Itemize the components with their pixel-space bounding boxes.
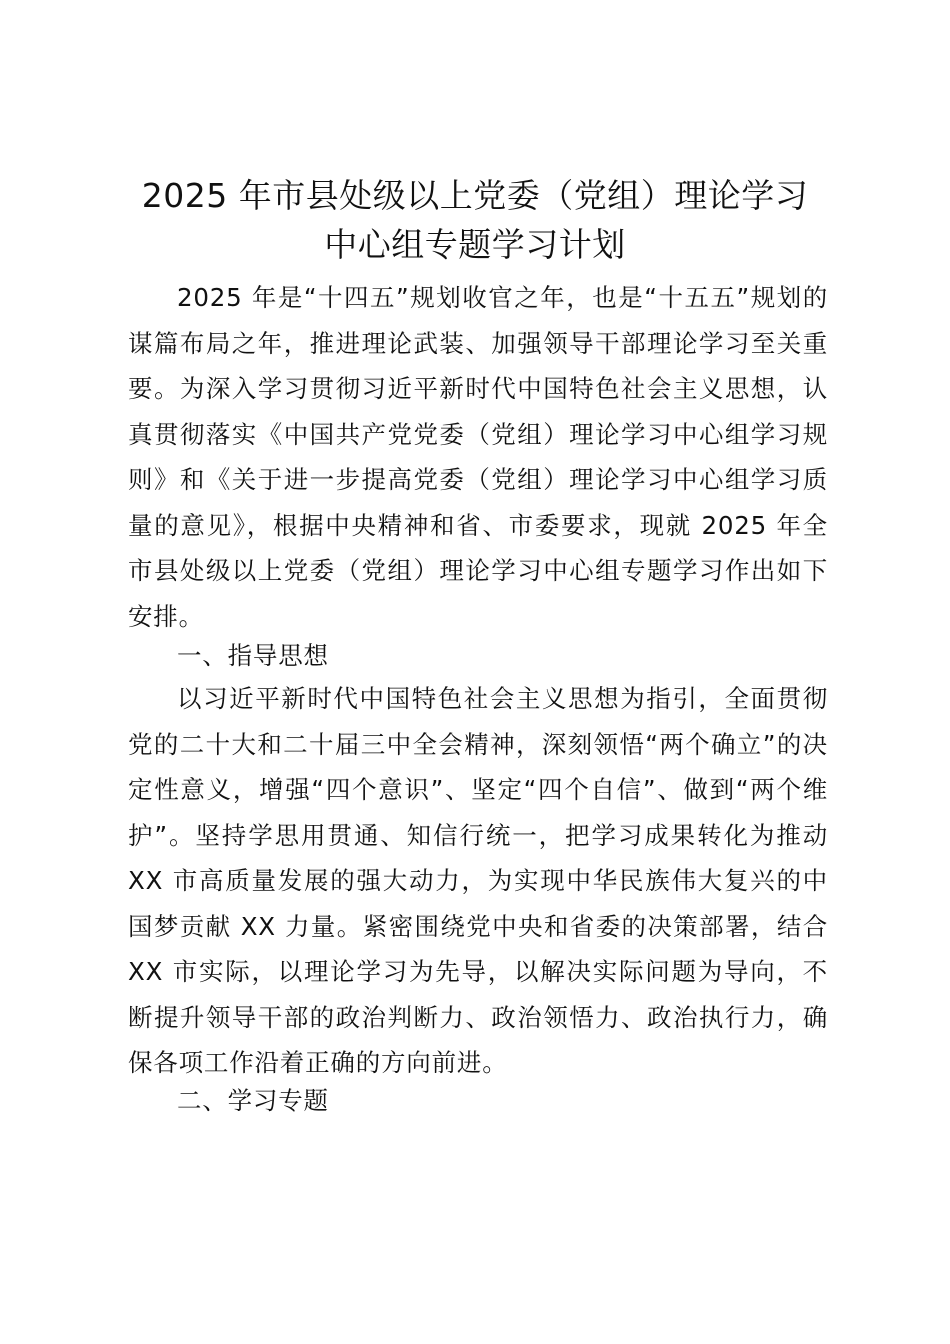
intro-paragraph: 2025 年是“十四五”规划收官之年，也是“十五五”规划的谋篇布局之年，推进理论武装、加强领导干部理论学习至关重要。为深入学习贯彻习近平新时代中国特色社会主义思想，认真贯彻落实《中国共产党党委（党组）理论学习中心组学习规则》和《关于进一步提高党委（党组）理论学习中心组学习质量的意见》，根据中央精神和省、市委要求，现就 2025 年全市县处级以上党委（党组）理论学习中心组专题学习作出如下安排。 [128,283,828,631]
document-title-line-1: 2025 年市县处级以上党委（党组）理论学习 [141,176,809,215]
guiding-ideology-paragraph: 以习近平新时代中国特色社会主义思想为指引，全面贯彻党的二十大和二十届三中全会精神，深刻领悟“两个确立”的决定性意义，增强“四个意识”、坚定“四个自信”、做到“两个维护”。坚持学思用贯通、知信行统一，把学习成果转化为推动 XX 市高质量发展的强大动力，为实现中华民族伟大复兴的中国梦贡献 XX 力量。紧密围绕党中央和省委的决策部署，结合 XX 市实际，以理论学习为先导，以解决实际问题为导向，不断提升领导干部的政治判断力、政治领悟力、政治执行力，确保各项工作沿着正确的方向前进。 [128,684,828,1077]
section-heading-study-topics: 二、学习专题 [177,1086,329,1115]
section-heading-guiding-ideology: 一、指导思想 [177,641,329,670]
document-title-line-2: 中心组专题学习计划 [324,225,626,264]
